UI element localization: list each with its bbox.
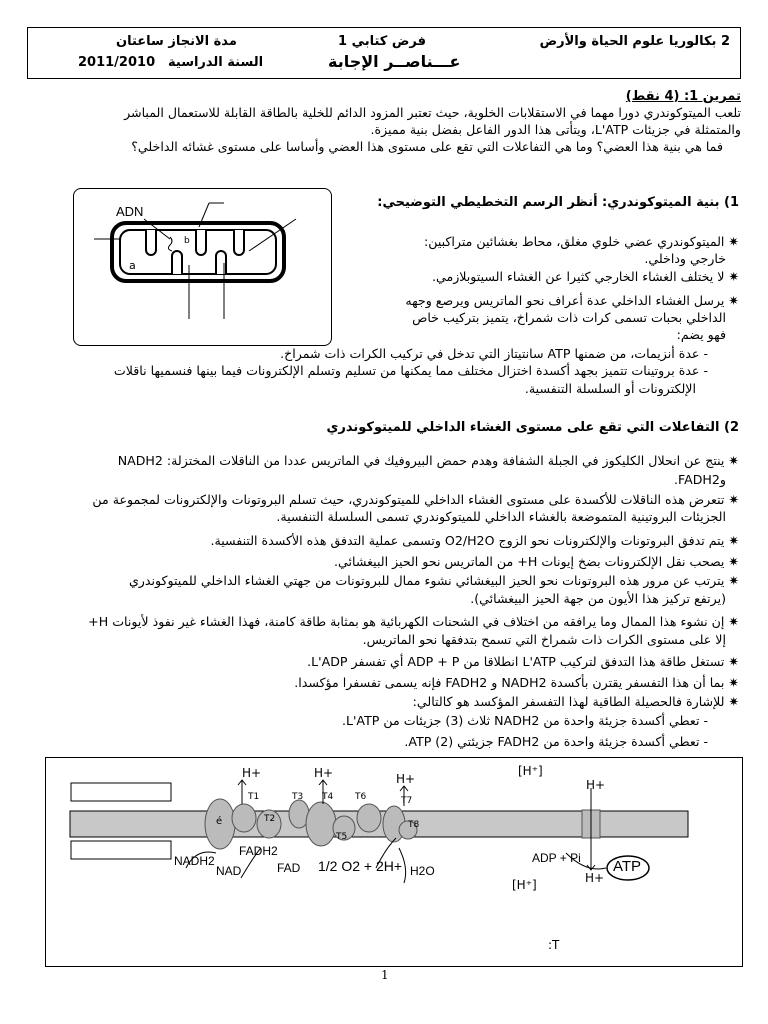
s1-line-8: - عدة بروتينات تتميز بجهد أكسدة اختزال مختلف مما يمكنها من تسليم وتسلم الإلكترونات فيما بينها فنسميها ناقلات (113, 363, 708, 378)
oxygen-label: 1/2 O2 + 2H+ (318, 858, 403, 874)
t3-label: T3 (292, 792, 304, 802)
mitochondria-sketch (74, 189, 331, 345)
atp-label: ATP (613, 858, 642, 875)
question-line: فما هي بنية هذا العضي؟ وما هي التفاعلات التي تقع على مستوى هذا العضي وأساسا على مستوى غشائه الداخلي؟ (131, 139, 723, 154)
s2-line-12: ✷ بما أن هذا التفسفر يقترن بأكسدة NADH2 و FADH2 فإنه يسمى تفسفرا مؤكسدا. (294, 675, 739, 690)
section2-title: 2) التفاعلات التي تقع على مستوى الغشاء الداخلي للميتوكوندري (326, 420, 739, 435)
h-plus-bracket-top: [H⁺] (518, 764, 543, 778)
s2-line-5: ✷ يتم تدفق البروتونات والإلكترونات نحو الزوج O2/H2O وتسمى عملية التدفق هذه الأكسدة التنفسية. (210, 533, 739, 548)
nad-label: NAD (216, 864, 242, 878)
h-plus-5: H+ (585, 871, 605, 885)
h-plus-1: H+ (242, 766, 262, 780)
s2-line-13: ✷ للإشارة فالحصيلة الطاقية لهذا التفسفر المؤكسد هو كالتالي: (412, 694, 739, 709)
s2-line-10: إلا على مستوى الكرات ذات شمراخ التي تسمح بتدفقها نحو الماتريس. (362, 632, 726, 647)
diagram-mark-b: b (184, 236, 190, 246)
s2-line-14: - تعطي أكسدة جزيئة واحدة من NADH2 ثلاث (3) جزيئات من L'ATP. (341, 713, 708, 728)
s2-line-7: ✷ يترتب عن مرور هذه البروتونات نحو الحيز البيغشائي نشوء ممال للبروتونات من جهتي الغشاء الداخلي للميتوكوندري (128, 573, 739, 588)
caption-t: :T (548, 938, 560, 952)
s2-line-2: وFADH2. (674, 472, 726, 487)
t4-label: T4 (322, 792, 334, 802)
nadh2-label: NADH2 (174, 854, 215, 868)
s2-line-8: (يرتفع تركيز هذا الأيون من جهة الحيز البيغشائي). (470, 591, 726, 606)
s1-line-3: ✷ لا يختلف الغشاء الخارجي كثيرا عن الغشاء السيتوبلازمي. (431, 269, 739, 284)
s1-line-4: ✷ يرسل الغشاء الداخلي عدة أعراف نحو الماتريس ويرصع وجهه (405, 293, 739, 308)
s1-line-5: الداخلي بحبات تسمى كرات ذات شمراخ، يتميز بتركيب خاص (412, 310, 726, 325)
section1-title: 1) بنية الميتوكوندري: أنظر الرسم التخطيطي التوضيحي: (377, 195, 739, 210)
s2-line-15: - تعطي أكسدة جزيئة واحدة من FADH2 جزيئتي (2) ATP. (404, 734, 708, 749)
s1-line-7: - عدة أنزيمات، من ضمنها ATP سانتيتاز التي تدخل في تركيب الكرات ذات شمراخ. (280, 346, 708, 361)
s2-line-6: ✷ يصحب نقل الإلكترونات بضخ إيونات H+ من الماتريس نحو الحيز البيغشائي. (334, 554, 739, 569)
header-test-title: فرض كتابي 1 (338, 34, 426, 49)
h-plus-bracket-bottom: [H⁺] (512, 878, 537, 892)
s2-line-1: ✷ ينتج عن انحلال الكليكوز في الجبلة الشفافة وهدم حمض البيروفيك في الماتريس عددا من الناقلات المختزلة: NADH2 (117, 453, 739, 468)
h-plus-4: H+ (586, 778, 606, 792)
s1-line-2: خارجي وداخلي. (644, 251, 726, 266)
t1-label: T1 (248, 792, 260, 802)
s2-line-9: ✷ إن نشوء هذا الممال وما يرافقه من اختلاف في الشحنات الكهربائية هو بمثابة طاقة كامنة، فهذا الغشاء غير نفوذ لأيونات H+ (88, 614, 739, 629)
t7-label: T7 (401, 796, 413, 806)
adp-label: ADP + Pi (532, 851, 581, 865)
page-number: 1 (381, 968, 389, 982)
t5-label: T5 (336, 832, 348, 842)
fad-label: FAD (277, 861, 301, 875)
t2-label: T2 (264, 814, 276, 824)
s2-line-3: ✷ تتعرض هذه الناقلات للأكسدة على مستوى الغشاء الداخلي للميتوكوندري، حيث تسلم البروتونات والإلكترونات لمجموعة من (92, 492, 739, 507)
header-year: 2011/2010 (78, 55, 156, 70)
mitochondria-diagram (73, 188, 332, 346)
s2-line-11: ✷ تستغل طاقة هذا التدفق لتركيب L'ATP انطلاقا من ADP + P أي تفسفر L'ADP. (307, 654, 739, 669)
header-duration: مدة الانجاز ساعتان (116, 34, 237, 49)
electron-label: é (216, 816, 223, 827)
s1-line-1: ✷ الميتوكوندري عضي خلوي مغلق، محاط بغشائين متراكبين: (424, 234, 739, 249)
adn-label: ADN (116, 204, 144, 219)
header-subject: 2 بكالوريا علوم الحياة والأرض (539, 34, 730, 49)
h-plus-3: H+ (396, 772, 416, 786)
water-label: H2O (410, 864, 435, 878)
t6-label: T6 (355, 792, 367, 802)
header-answer-title: عـــناصــر الإجابة (328, 52, 461, 71)
s1-line-6: فهو يضم: (676, 327, 726, 342)
exercise-title: تمرين 1: (4 نقط) (625, 89, 741, 104)
header-year-label: السنة الدراسية (168, 55, 264, 70)
diagram-mark-a: a (129, 259, 136, 272)
intro-line-1: تلعب الميتوكوندري دورا مهما في الاستقلابات الخلوية، حيث تعتبر المزود الدائم للخلية بالطاقة القابلة للاستعمال المباشر (124, 105, 741, 120)
s2-line-4: الجزيئات البروتينية المتموضعة بالغشاء الداخلي للميتوكوندري تسمى السلسلة التنفسية. (276, 509, 726, 524)
s1-line-9: الإلكترونات أو السلسلة التنفسية. (524, 381, 696, 396)
fadh2-label: FADH2 (239, 844, 278, 858)
intro-line-2: والمتمثلة في جزيئات L'ATP، ويتأتى هذا الدور الفاعل بفضل بنية مميزة. (370, 122, 741, 137)
respiratory-chain-diagram (45, 757, 743, 967)
h-plus-2: H+ (314, 766, 334, 780)
t8-label: T8 (408, 820, 420, 830)
header-box (27, 27, 741, 79)
